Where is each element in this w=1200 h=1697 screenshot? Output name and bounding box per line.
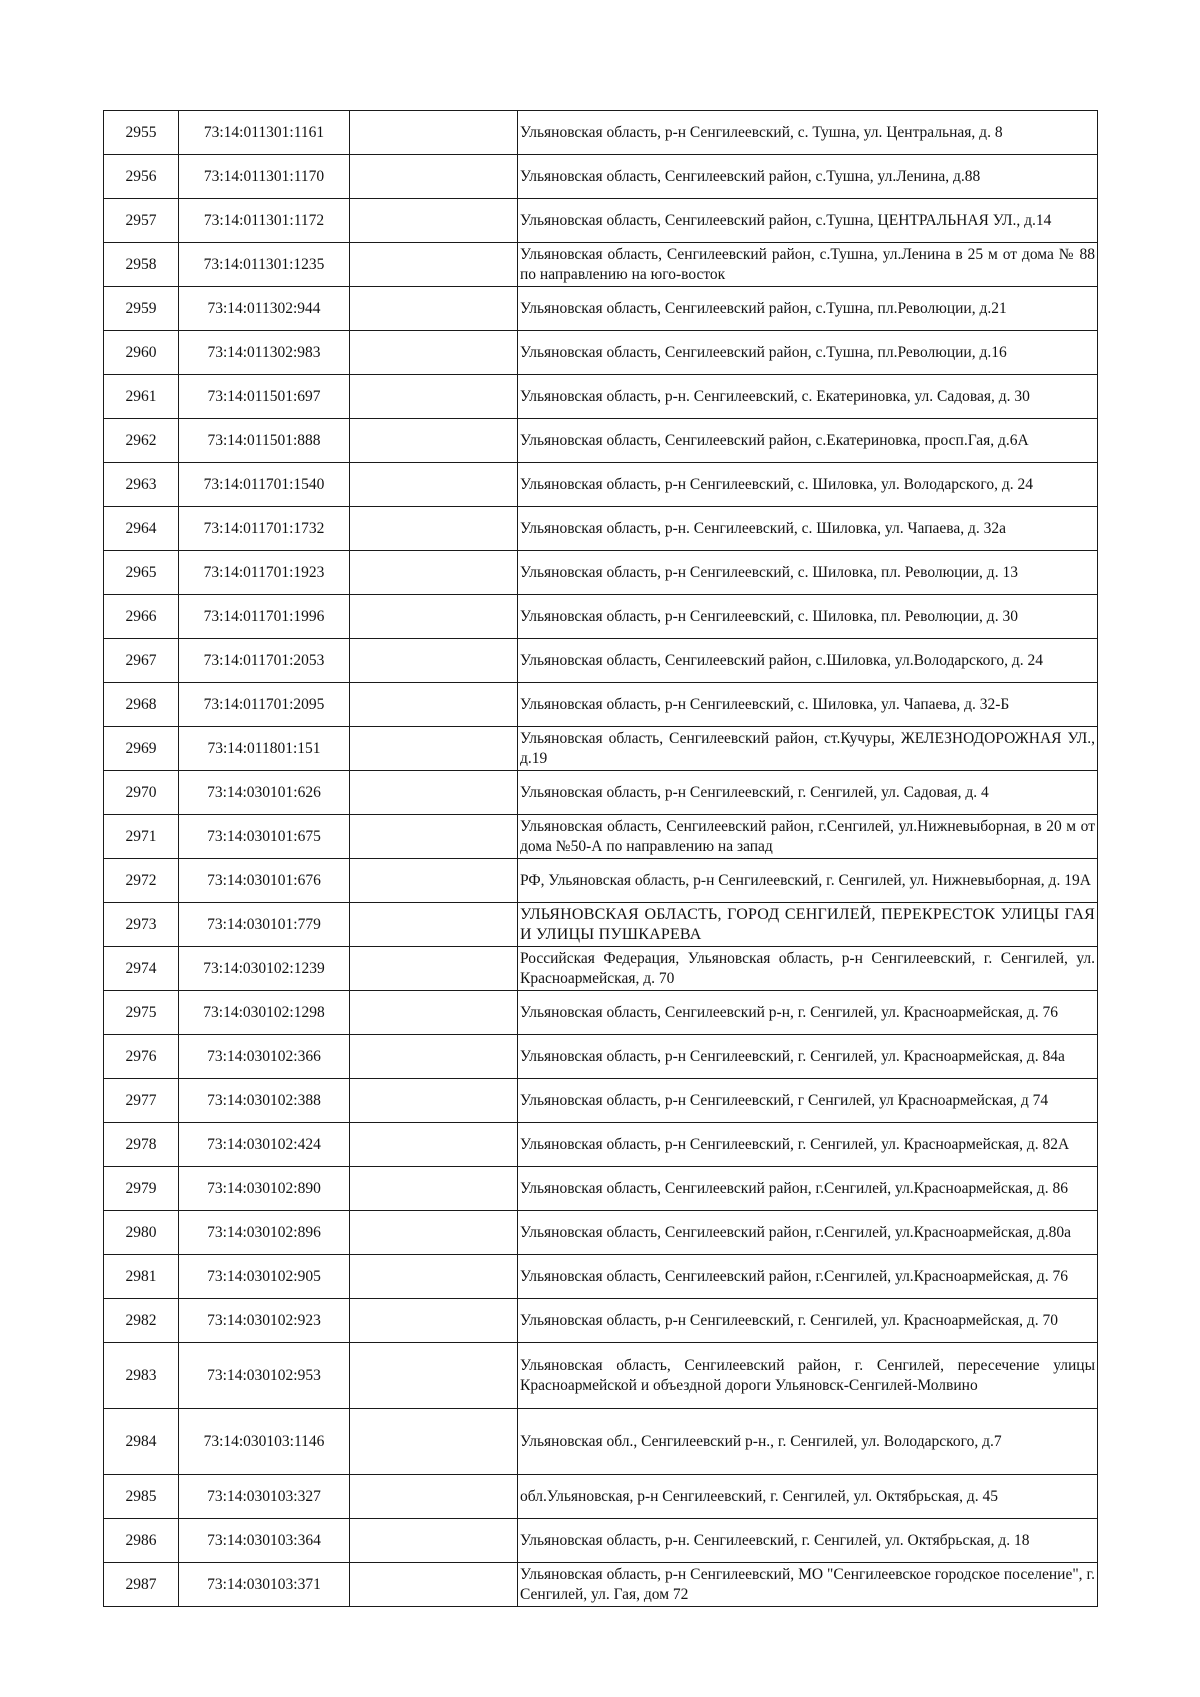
cadastral-number-cell: 73:14:030102:890 [179,1167,350,1211]
table-row [104,1167,1098,1211]
table-row [104,375,1098,419]
row-number-cell: 2985 [104,1475,179,1519]
row-number-cell: 2962 [104,419,179,463]
address-cell: Ульяновская область, Сенгилеевский район, г.Сенгилей, ул.Красноармейская, д. 86 [518,1167,1098,1211]
empty-cell [350,375,518,419]
address-cell: Ульяновская область, Сенгилеевский район, г. Сенгилей, пересечение улицы Красноармейской и объездной дороги Ульяновск-Сенгилей-Молвино [518,1343,1098,1409]
register-body [104,111,1098,1607]
address-cell: Ульяновская область, Сенгилеевский район, ст.Кучуры, ЖЕЛЕЗНОДОРОЖНАЯ УЛ., д.19 [518,727,1098,771]
empty-cell [350,155,518,199]
table-row [104,903,1098,947]
cadastral-number-cell: 73:14:011301:1161 [179,111,350,155]
empty-cell [350,683,518,727]
empty-cell [350,507,518,551]
cadastral-number-cell: 73:14:030101:675 [179,815,350,859]
empty-cell [350,639,518,683]
address-cell: Ульяновская область, Сенгилеевский район, с.Екатериновка, просп.Гая, д.6А [518,419,1098,463]
table-row [104,947,1098,991]
cadastral-number-cell: 73:14:030102:388 [179,1079,350,1123]
empty-cell [350,1409,518,1475]
row-number-cell: 2958 [104,243,179,287]
address-cell: Ульяновская область, Сенгилеевский район, с.Тушна, ЦЕНТРАЛЬНАЯ УЛ., д.14 [518,199,1098,243]
address-cell: УЛЬЯНОВСКАЯ ОБЛАСТЬ, ГОРОД СЕНГИЛЕЙ, ПЕРЕКРЕСТОК УЛИЦЫ ГАЯ И УЛИЦЫ ПУШКАРЕВА [518,903,1098,947]
row-number-cell: 2956 [104,155,179,199]
address-cell: Ульяновская область, Сенгилеевский район, с.Шиловка, ул.Володарского, д. 24 [518,639,1098,683]
empty-cell [350,419,518,463]
row-number-cell: 2987 [104,1563,179,1607]
address-cell: Ульяновская область, Сенгилеевский район, с.Тушна, пл.Революции, д.16 [518,331,1098,375]
address-cell: Ульяновская область, р-н Сенгилеевский, МО "Сенгилеевское городское поселение", г. Сенгилей, ул. Гая, дом 72 [518,1563,1098,1607]
row-number-cell: 2959 [104,287,179,331]
cadastral-number-cell: 73:14:030101:779 [179,903,350,947]
cadastral-number-cell: 73:14:011301:1172 [179,199,350,243]
address-cell: Ульяновская область, Сенгилеевский р-н, г. Сенгилей, ул. Красноармейская, д. 76 [518,991,1098,1035]
address-cell: Российская Федерация, Ульяновская область, р-н Сенгилеевский, г. Сенгилей, ул. Красноармейская, д. 70 [518,947,1098,991]
empty-cell [350,727,518,771]
cadastral-number-cell: 73:14:011701:1996 [179,595,350,639]
row-number-cell: 2980 [104,1211,179,1255]
cadastral-number-cell: 73:14:030103:1146 [179,1409,350,1475]
row-number-cell: 2967 [104,639,179,683]
table-row [104,1409,1098,1475]
empty-cell [350,243,518,287]
empty-cell [350,903,518,947]
table-row [104,1255,1098,1299]
table-row [104,287,1098,331]
row-number-cell: 2975 [104,991,179,1035]
cadastral-number-cell: 73:14:030102:366 [179,1035,350,1079]
empty-cell [350,947,518,991]
row-number-cell: 2984 [104,1409,179,1475]
row-number-cell: 2979 [104,1167,179,1211]
table-row [104,727,1098,771]
address-cell: обл.Ульяновская, р-н Сенгилеевский, г. Сенгилей, ул. Октябрьская, д. 45 [518,1475,1098,1519]
row-number-cell: 2978 [104,1123,179,1167]
empty-cell [350,771,518,815]
cadastral-number-cell: 73:14:030102:1239 [179,947,350,991]
row-number-cell: 2971 [104,815,179,859]
row-number-cell: 2976 [104,1035,179,1079]
cadastral-number-cell: 73:14:030102:1298 [179,991,350,1035]
table-row [104,595,1098,639]
table-row [104,771,1098,815]
table-row [104,1211,1098,1255]
table-row [104,419,1098,463]
empty-cell [350,1343,518,1409]
table-row [104,1299,1098,1343]
address-cell: Ульяновская обл., Сенгилеевский р-н., г. Сенгилей, ул. Володарского, д.7 [518,1409,1098,1475]
empty-cell [350,1475,518,1519]
empty-cell [350,331,518,375]
row-number-cell: 2977 [104,1079,179,1123]
empty-cell [350,1563,518,1607]
cadastral-number-cell: 73:14:011302:944 [179,287,350,331]
address-cell: Ульяновская область, р-н Сенгилеевский, г. Сенгилей, ул. Красноармейская, д. 84а [518,1035,1098,1079]
row-number-cell: 2973 [104,903,179,947]
cadastral-number-cell: 73:14:011701:2095 [179,683,350,727]
address-cell: Ульяновская область, р-н. Сенгилеевский, с. Екатериновка, ул. Садовая, д. 30 [518,375,1098,419]
empty-cell [350,1167,518,1211]
address-cell: Ульяновская область, р-н Сенгилеевский, с. Шиловка, ул. Володарского, д. 24 [518,463,1098,507]
empty-cell [350,1299,518,1343]
empty-cell [350,991,518,1035]
row-number-cell: 2957 [104,199,179,243]
table-row [104,111,1098,155]
address-cell: Ульяновская область, Сенгилеевский район, с.Тушна, ул.Ленина в 25 м от дома № 88 по направлению на юго-восток [518,243,1098,287]
empty-cell [350,1255,518,1299]
table-row [104,1079,1098,1123]
address-cell: Ульяновская область, р-н. Сенгилеевский, с. Шиловка, ул. Чапаева, д. 32а [518,507,1098,551]
cadastral-number-cell: 73:14:030102:905 [179,1255,350,1299]
table-row [104,815,1098,859]
empty-cell [350,815,518,859]
empty-cell [350,1123,518,1167]
table-row [104,1519,1098,1563]
table-row [104,1475,1098,1519]
address-cell: Ульяновская область, Сенгилеевский район, г.Сенгилей, ул.Красноармейская, д. 76 [518,1255,1098,1299]
table-row [104,859,1098,903]
table-row [104,507,1098,551]
row-number-cell: 2955 [104,111,179,155]
cadastral-number-cell: 73:14:030101:626 [179,771,350,815]
row-number-cell: 2963 [104,463,179,507]
row-number-cell: 2965 [104,551,179,595]
cadastral-number-cell: 73:14:030101:676 [179,859,350,903]
address-cell: Ульяновская область, р-н Сенгилеевский, с. Шиловка, ул. Чапаева, д. 32-Б [518,683,1098,727]
address-cell: Ульяновская область, р-н Сенгилеевский, г. Сенгилей, ул. Красноармейская, д. 70 [518,1299,1098,1343]
cadastral-number-cell: 73:14:030102:896 [179,1211,350,1255]
property-register-table [103,110,1098,1607]
table-row [104,199,1098,243]
empty-cell [350,463,518,507]
empty-cell [350,111,518,155]
cadastral-number-cell: 73:14:011701:2053 [179,639,350,683]
address-cell: Ульяновская область, Сенгилеевский район, г.Сенгилей, ул.Нижневыборная, в 20 м от дома №50-А по направлению на запад [518,815,1098,859]
row-number-cell: 2974 [104,947,179,991]
address-cell: Ульяновская область, р-н Сенгилеевский, с. Шиловка, пл. Революции, д. 30 [518,595,1098,639]
table-row [104,463,1098,507]
address-cell: Ульяновская область, р-н Сенгилеевский, г. Сенгилей, ул. Садовая, д. 4 [518,771,1098,815]
cadastral-number-cell: 73:14:011701:1923 [179,551,350,595]
table-row [104,155,1098,199]
table-row [104,243,1098,287]
table-row [104,551,1098,595]
cadastral-number-cell: 73:14:011302:983 [179,331,350,375]
address-cell: Ульяновская область, р-н Сенгилеевский, с. Шиловка, пл. Революции, д. 13 [518,551,1098,595]
table-row [104,1035,1098,1079]
address-cell: Ульяновская область, р-н. Сенгилеевский, г. Сенгилей, ул. Октябрьская, д. 18 [518,1519,1098,1563]
empty-cell [350,287,518,331]
row-number-cell: 2966 [104,595,179,639]
empty-cell [350,1035,518,1079]
cadastral-number-cell: 73:14:011701:1732 [179,507,350,551]
row-number-cell: 2972 [104,859,179,903]
row-number-cell: 2961 [104,375,179,419]
cadastral-number-cell: 73:14:030103:371 [179,1563,350,1607]
address-cell: Ульяновская область, р-н Сенгилеевский, с. Тушна, ул. Центральная, д. 8 [518,111,1098,155]
table-row [104,331,1098,375]
empty-cell [350,1519,518,1563]
row-number-cell: 2983 [104,1343,179,1409]
cadastral-number-cell: 73:14:011501:697 [179,375,350,419]
cadastral-number-cell: 73:14:011501:888 [179,419,350,463]
row-number-cell: 2964 [104,507,179,551]
table-row [104,639,1098,683]
row-number-cell: 2986 [104,1519,179,1563]
address-cell: Ульяновская область, Сенгилеевский район, г.Сенгилей, ул.Красноармейская, д.80а [518,1211,1098,1255]
empty-cell [350,1211,518,1255]
empty-cell [350,595,518,639]
cadastral-number-cell: 73:14:030103:327 [179,1475,350,1519]
address-cell: РФ, Ульяновская область, р-н Сенгилеевский, г. Сенгилей, ул. Нижневыборная, д. 19А [518,859,1098,903]
empty-cell [350,1079,518,1123]
row-number-cell: 2960 [104,331,179,375]
address-cell: Ульяновская область, Сенгилеевский район, с.Тушна, ул.Ленина, д.88 [518,155,1098,199]
empty-cell [350,859,518,903]
cadastral-number-cell: 73:14:011701:1540 [179,463,350,507]
cadastral-number-cell: 73:14:030102:923 [179,1299,350,1343]
empty-cell [350,199,518,243]
cadastral-number-cell: 73:14:030102:953 [179,1343,350,1409]
table-row [104,1343,1098,1409]
table-row [104,1123,1098,1167]
row-number-cell: 2982 [104,1299,179,1343]
cadastral-number-cell: 73:14:030102:424 [179,1123,350,1167]
cadastral-number-cell: 73:14:011301:1235 [179,243,350,287]
cadastral-number-cell: 73:14:011801:151 [179,727,350,771]
row-number-cell: 2968 [104,683,179,727]
table-row [104,683,1098,727]
address-cell: Ульяновская область, Сенгилеевский район, с.Тушна, пл.Революции, д.21 [518,287,1098,331]
row-number-cell: 2969 [104,727,179,771]
table-row [104,1563,1098,1607]
address-cell: Ульяновская область, р-н Сенгилеевский, г Сенгилей, ул Красноармейская, д 74 [518,1079,1098,1123]
address-cell: Ульяновская область, р-н Сенгилеевский, г. Сенгилей, ул. Красноармейская, д. 82А [518,1123,1098,1167]
cadastral-number-cell: 73:14:030103:364 [179,1519,350,1563]
table-row [104,991,1098,1035]
row-number-cell: 2970 [104,771,179,815]
cadastral-number-cell: 73:14:011301:1170 [179,155,350,199]
empty-cell [350,551,518,595]
row-number-cell: 2981 [104,1255,179,1299]
